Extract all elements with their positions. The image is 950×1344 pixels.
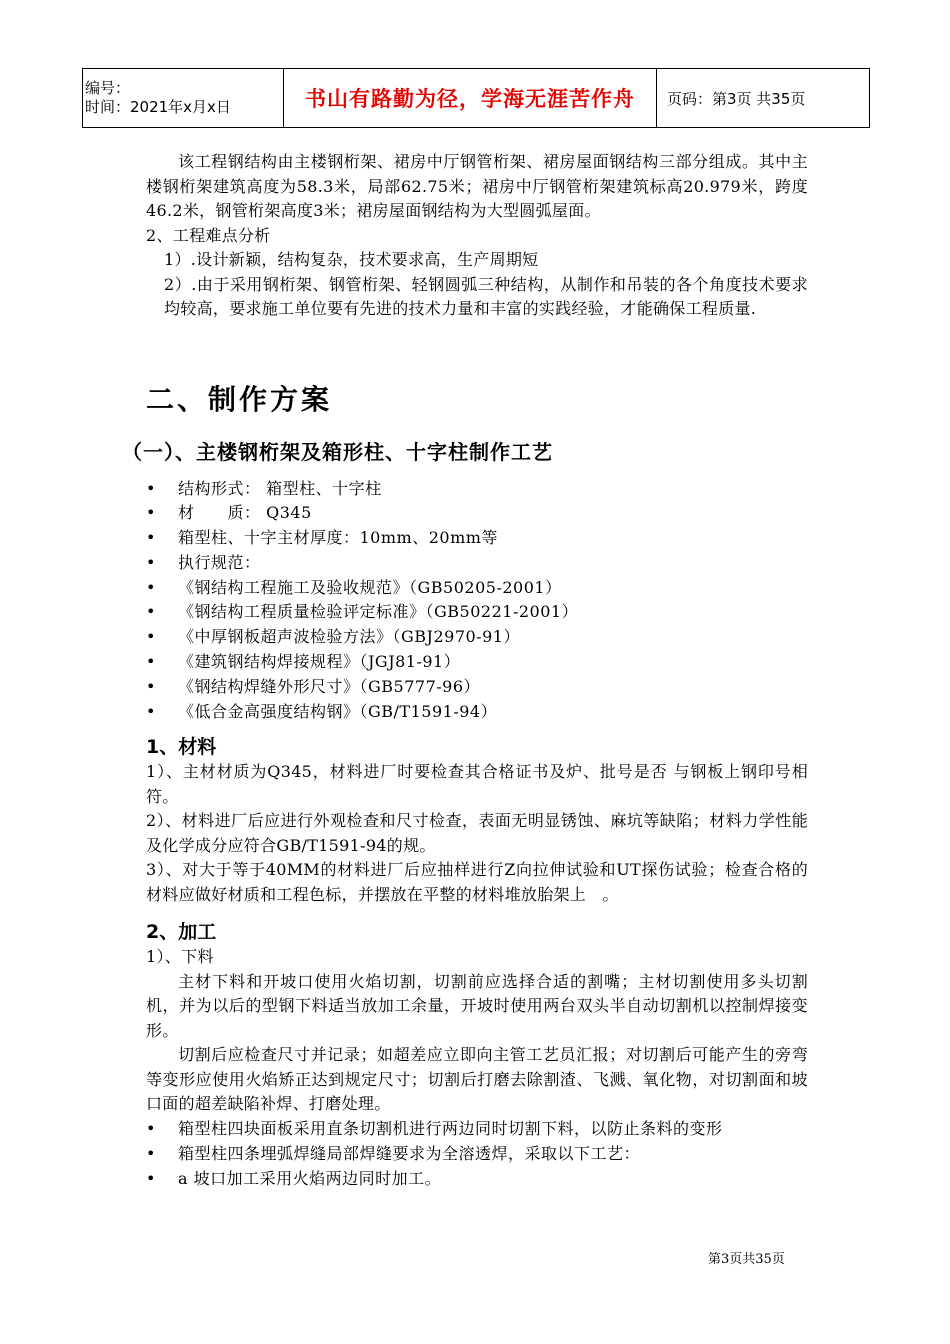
page-footer: 第3页共35页 [708, 1252, 785, 1267]
bullet-icon: • [146, 627, 156, 647]
intro-paragraph: 该工程钢结构由主楼钢桁架、裙房中厅钢管桁架、裙房屋面钢结构三部分组成。其中主楼钢桁架建筑高度为58.3米，局部62.75米；裙房中厅钢管桁架建筑标高20.979米，跨度46.2米，钢管桁架高度3米；裙房屋面钢结构为大型圆弧屋面。 [146, 152, 808, 220]
header-motto: 书山有路勤为径，学海无涯苦作舟 [284, 69, 657, 128]
document-date: 时间：2021年x月x日 [85, 98, 231, 116]
list-item: • 执行规范： [146, 551, 808, 576]
bullet-icon: • [146, 503, 156, 523]
bullet-icon: • [146, 676, 156, 696]
list-item: • 箱型柱四块面板采用直条切割机进行两边同时切割下料，以防止条料的变形 [146, 1117, 808, 1142]
bullet-icon: • [146, 552, 156, 572]
bullet-icon: • [146, 478, 156, 498]
materials-paragraph-1: 1）、主材材质为Q345，材料进厂时要检查其合格证书及炉、批号是否 与钢板上钢印号相符。 [146, 762, 808, 806]
spec-list [146, 477, 808, 725]
bullet-icon: • [146, 602, 156, 622]
bullet-icon: • [146, 1168, 156, 1188]
list-item: • 《中厚钢板超声波检验方法》（GBJ2970-91） [146, 625, 808, 650]
list-item: • 材 质： Q345 [146, 501, 808, 526]
materials-heading: 1、材料 [146, 736, 217, 759]
list-item: • 《钢结构工程施工及验收规范》（GB50205-2001） [146, 576, 808, 601]
page-header [82, 68, 870, 128]
document-body [122, 150, 808, 1191]
bullet-icon: • [146, 652, 156, 672]
list-item: • 《钢结构焊缝外形尺寸》（GB5777-96） [146, 675, 808, 700]
list-item: • 箱型柱、十字主材厚度：10mm、20mm等 [146, 526, 808, 551]
header-page-number: 页码：第3页 共35页 [657, 69, 870, 128]
difficulty-heading: 2、工程难点分析 [146, 225, 271, 245]
list-item: • 《低合金高强度结构钢》（GB/T1591-94） [146, 700, 808, 725]
list-item: • 《建筑钢结构焊接规程》（JGJ81-91） [146, 650, 808, 675]
document-number: 编号： [85, 79, 131, 97]
list-item: • 箱型柱四条埋弧焊缝局部焊缝要求为全溶透焊，采取以下工艺： [146, 1142, 808, 1167]
bullet-icon: • [146, 1143, 156, 1163]
bullet-icon: • [146, 1118, 156, 1138]
bullet-icon: • [146, 577, 156, 597]
materials-paragraph-2: 2）、材料进厂后应进行外观检查和尺寸检查，表面无明显锈蚀、麻坑等缺陷；材料力学性能及化学成分应符合GB/T1591-94的规。 [146, 811, 808, 855]
header-left-cell [83, 69, 284, 128]
list-item: • 《钢结构工程质量检验评定标准》（GB50221-2001） [146, 600, 808, 625]
list-item: • a 坡口加工采用火焰两边同时加工。 [146, 1167, 808, 1192]
processing-heading: 2、加工 [146, 921, 217, 944]
processing-paragraph-2: 切割后应检查尺寸并记录；如超差应立即向主管工艺员汇报；对切割后可能产生的旁弯等变形应使用火焰矫正达到规定尺寸；切割后打磨去除割渣、飞溅、氧化物，对切割面和坡口面的超差缺陷补焊、打磨处理。 [146, 1045, 808, 1114]
bullet-icon: • [146, 701, 156, 721]
bullet-icon: • [146, 528, 156, 548]
list-item: • 结构形式： 箱型柱、十字柱 [146, 477, 808, 502]
section-subtitle: （一）、主楼钢桁架及箱形柱、十字柱制作工艺 [122, 439, 553, 464]
difficulty-item-2: 2）.由于采用钢桁架、钢管桁架、轻钢圆弧三种结构，从制作和吊装的各个角度技术要求均较高，要求施工单位要有先进的技术力量和丰富的实践经验，才能确保工程质量. [164, 274, 808, 318]
materials-paragraph-3: 3）、对大于等于40MM的材料进厂后应抽样进行Z向拉伸试验和UT探伤试验；检查合格的材料应做好材质和工程色标，并摆放在平整的材料堆放胎架上 。 [146, 860, 808, 904]
processing-subheading: 1）、下料 [146, 947, 214, 967]
processing-bullet-list [146, 1117, 808, 1191]
difficulty-item-1: 1）.设计新颖，结构复杂，技术要求高，生产周期短 [164, 250, 539, 269]
section-title: 二、制作方案 [146, 382, 333, 416]
processing-paragraph-1: 主材下料和开坡口使用火焰切割，切割前应选择合适的割嘴；主材切割使用多头切割机，并为以后的型钢下料适当放加工余量，开坡时使用两台双头半自动切割机以控制焊接变形。 [146, 971, 808, 1040]
